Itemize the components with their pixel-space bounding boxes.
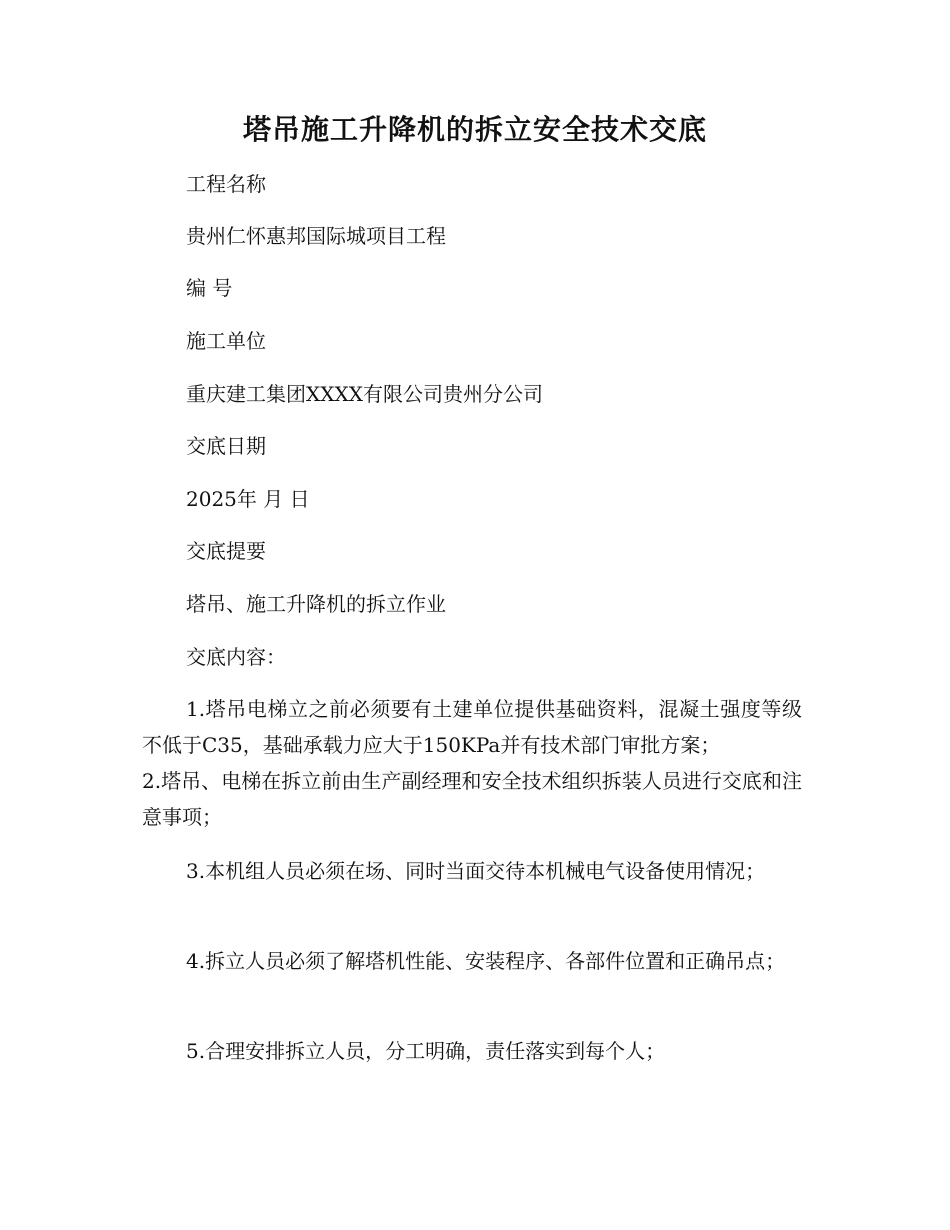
date-value: 2025年 月 日 xyxy=(186,487,310,511)
content-item-4: 4.拆立人员必须了解塔机性能、安装程序、各部件位置和正确吊点； xyxy=(186,949,786,973)
summary-value: 塔吊、施工升降机的拆立作业 xyxy=(186,592,446,616)
project-name-label: 工程名称 xyxy=(186,172,266,196)
content-label: 交底内容： xyxy=(186,645,286,669)
unit-value: 重庆建工集团XXXX有限公司贵州分公司 xyxy=(186,382,543,406)
document-title: 塔吊施工升降机的拆立安全技术交底 xyxy=(242,113,707,146)
summary-label: 交底提要 xyxy=(186,539,266,563)
date-label: 交底日期 xyxy=(186,434,266,458)
content-item-3: 3.本机组人员必须在场、同时当面交待本机械电气设备使用情况； xyxy=(186,859,766,883)
content-item-5: 5.合理安排拆立人员，分工明确，责任落实到每个人； xyxy=(186,1039,666,1063)
content-item-2: 2.塔吊、电梯在拆立前由生产副经理和安全技术组织拆装人员进行交底和注意事项； xyxy=(142,769,802,829)
number-label: 编 号 xyxy=(186,276,233,300)
unit-label: 施工单位 xyxy=(186,329,266,353)
project-name-value: 贵州仁怀惠邦国际城项目工程 xyxy=(186,224,446,248)
content-item-1: 1.塔吊电梯立之前必须要有土建单位提供基础资料，混凝土强度等级不低于C35，基础承载力应大于150KPa并有技术部门审批方案； xyxy=(142,697,802,757)
